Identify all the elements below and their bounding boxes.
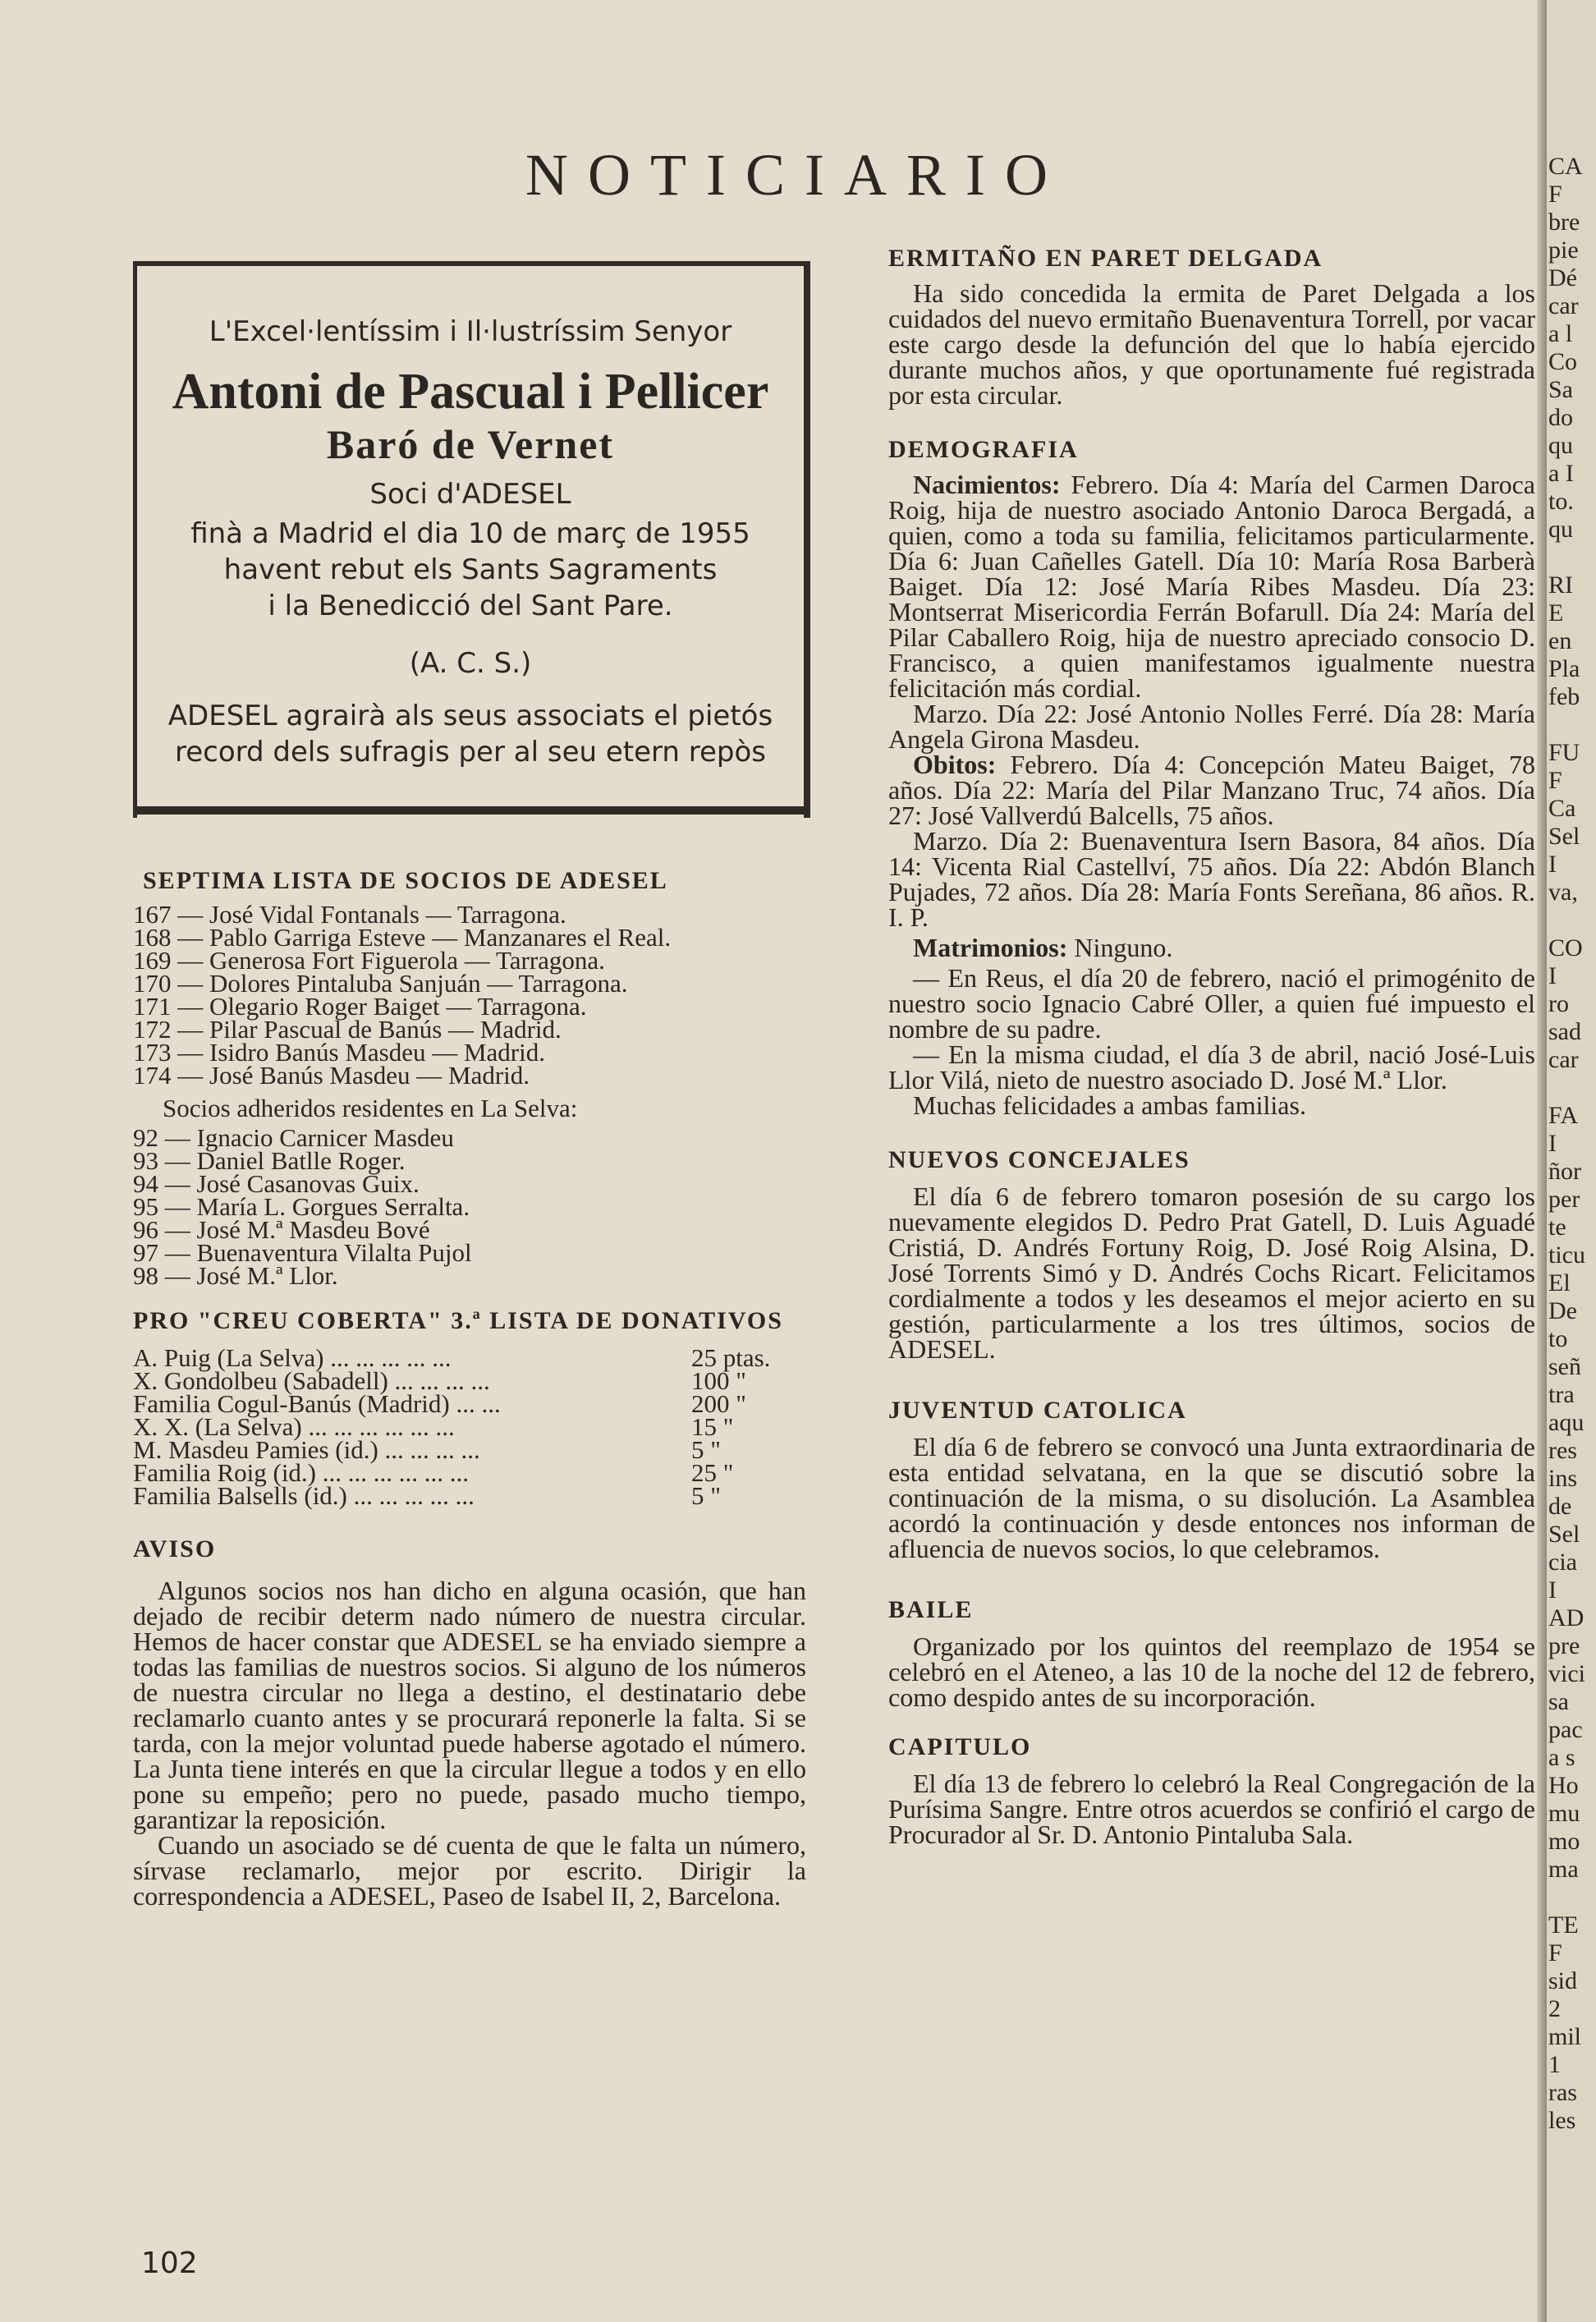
edge-text-fragment: sa (1548, 1688, 1569, 1715)
edge-text-fragment: I (1548, 962, 1557, 989)
edge-text-fragment (1548, 1884, 1585, 1911)
nacimientos-label: Nacimientos: (913, 470, 1061, 499)
donation-amount: 5 " (691, 1435, 721, 1464)
matrimonios-label: Matrimonios: (913, 933, 1068, 962)
edge-text-fragment (1548, 906, 1585, 934)
reus-paragraph-3: Muchas felicidades a ambas familias. (913, 1090, 1306, 1120)
donation-amount: 200 " (691, 1389, 746, 1418)
nacimientos-marzo: Marzo. Día 22: José Antonio Nolles Ferré. Día 28: María Angela Girona Masdeu. (888, 699, 1535, 754)
edge-text-fragment: sad (1548, 1018, 1581, 1045)
edge-text-fragment: car (1548, 1046, 1579, 1073)
donor-name: M. Masdeu Pamies (id.) ... ... ... ... (133, 1435, 480, 1464)
edge-text-fragment (1548, 1074, 1585, 1102)
edge-text-fragment: AD (1548, 1604, 1585, 1631)
donor-name: X. Gondolbeu (Sabadell) ... ... ... ... (133, 1366, 490, 1395)
edge-text-fragment: to (1548, 1325, 1568, 1352)
edge-text-fragment: do (1548, 404, 1573, 431)
edge-text-fragment: Ho (1548, 1772, 1579, 1799)
edge-text-fragment: en (1548, 627, 1572, 654)
edge-text-fragment: ma (1548, 1856, 1579, 1883)
edge-text-fragment: sid (1548, 1967, 1578, 1994)
edge-text-fragment: F (1548, 1939, 1562, 1966)
edge-text-fragment: ro (1548, 990, 1569, 1017)
edge-text-fragment: El (1548, 1269, 1571, 1296)
edge-text-fragment: F (1548, 181, 1562, 208)
donor-name: Familia Cogul-Banús (Madrid) ... ... (133, 1389, 501, 1418)
page-number: 102 (141, 2246, 198, 2280)
donation-amount: 15 " (691, 1412, 734, 1441)
concejales-heading: NUEVOS CONCEJALES (888, 1146, 1190, 1173)
residents-heading: Socios adheridos residentes en La Selva: (163, 1094, 578, 1122)
announcement-blessing: i la Benedicció del Sant Pare. (268, 590, 673, 622)
edge-text-fragment: tra (1548, 1381, 1575, 1408)
donation-amount: 25 ptas. (691, 1343, 771, 1372)
list-item: 97 — Buenaventura Vilalta Pujol (133, 1238, 472, 1267)
obitos-label: Obitos: (913, 750, 997, 779)
edge-text-fragment: 1 (1548, 2051, 1561, 2078)
juventud-text: El día 6 de febrero se convocó una Junta extraordinaria de esta entidad selvatana, en la que se discutió sobre la continuación de la misma, o su disolución. La Asamblea acordó la continuación y desde entonces nos informan de afluencia de nuevos socios, lo que celebramos. (888, 1432, 1535, 1563)
edge-text-fragment: aqu (1548, 1409, 1585, 1436)
edge-text-fragment: Ca (1548, 795, 1576, 822)
demografia-heading: DEMOGRAFIA (888, 436, 1079, 463)
donations-heading: PRO "CREU COBERTA" 3.ª LISTA DE DONATIVOS (133, 1307, 783, 1334)
edge-text-fragment: De (1548, 1297, 1577, 1324)
list-item: 170 — Dolores Pintaluba Sanjuán — Tarragona. (133, 969, 628, 998)
edge-text-fragment: Sel (1548, 1521, 1580, 1548)
edge-text-fragment: ras (1548, 2079, 1577, 2106)
juventud-heading: JUVENTUD CATOLICA (888, 1397, 1187, 1424)
list-item: 167 — José Vidal Fontanals — Tarragona. (133, 900, 566, 929)
edge-text-fragment: RI (1548, 571, 1573, 599)
edge-text-fragment: FA (1548, 1102, 1579, 1129)
edge-text-fragment: Pla (1548, 655, 1580, 682)
left-column (133, 869, 806, 1909)
edge-text-fragment: mil (1548, 2023, 1582, 2050)
aviso-heading: AVISO (133, 1535, 217, 1563)
donor-name: Familia Balsells (id.) ... ... ... ... ... (133, 1481, 475, 1510)
baile-heading: BAILE (888, 1596, 974, 1623)
edge-text-fragment: I (1548, 1576, 1557, 1604)
aviso-paragraph-1: Algunos socios nos han dicho en alguna ocasión, que han dejado de recibir determ nado número de nuestra circular. Hemos de hacer constar que ADESEL se ha enviado siempre a todas las familias de nuestros socios. Si alguno de los números de nuestra circular no llega a destino, el destinatario debe reclamarlo cuanto antes y se procurará reponerle la falta. Si se tarda, con la mejor voluntad puede haberse agotado el número. La Junta tiene interés en que la circular llegue a todos y en ello pone su empeño; pero no puede, pasado mucho tiempo, garantizar la reposición. (133, 1576, 806, 1834)
list-item: 93 — Daniel Batlle Roger. (133, 1146, 406, 1175)
matrimonios-text: Ninguno. (1074, 933, 1173, 962)
donation-amount: 25 " (691, 1458, 734, 1487)
announcement-title: Baró de Vernet (326, 421, 615, 467)
announcement-line1: L'Excel·lentíssim i Il·lustríssim Senyor (209, 315, 732, 348)
members-list-heading: SEPTIMA LISTA DE SOCIOS DE ADESEL (143, 867, 668, 894)
edge-text-fragment: pre (1548, 1632, 1580, 1659)
list-item: 171 — Olegario Roger Baiget — Tarragona. (133, 992, 587, 1021)
donation-row (133, 1481, 806, 1510)
edge-text-fragment: Co (1548, 348, 1578, 375)
edge-text-fragment: I (1548, 1130, 1557, 1157)
announcement-member: Soci d'ADESEL (369, 478, 571, 511)
edge-text-fragment: pac (1548, 1716, 1583, 1743)
donor-name: Familia Roig (id.) ... ... ... ... ... ... (133, 1458, 470, 1487)
edge-text-fragment: ins (1548, 1465, 1578, 1492)
reus-paragraph-1: — En Reus, el día 20 de febrero, nació el primogénito de nuestro socio Ignacio Cabré Oller, a quien fué impuesto el nombre de su padre. (888, 963, 1535, 1044)
edge-text-fragment: a l (1548, 320, 1573, 347)
edge-text-fragment: 2 (1548, 1995, 1561, 2022)
adjacent-page-edge (1547, 0, 1596, 2322)
adjacent-page-text (1548, 153, 1585, 2135)
edge-text-fragment (1548, 711, 1585, 739)
edge-text-fragment: les (1548, 2107, 1576, 2134)
obitos-marzo: Marzo. Día 2: Buenaventura Isern Basora, 84 años. Día 14: Vicenta Rial Castellví, 75 años. Día 22: Abdón Blanch Pujades, 72 años. Día 28: María Fonts Sereñana, 86 años. R. I. P. (888, 826, 1535, 932)
announcement-thanks1: ADESEL agrairà als seus associats el pietós (167, 700, 773, 732)
edge-text-fragment: Sel (1548, 823, 1580, 850)
edge-text-fragment: qu (1548, 432, 1573, 459)
edge-text-fragment: Dé (1548, 264, 1577, 291)
donor-name: A. Puig (La Selva) ... ... ... ... ... (133, 1343, 452, 1372)
list-item: 96 — José M.ª Masdeu Bové (133, 1215, 430, 1244)
announcement-acs: (A. C. S.) (409, 647, 532, 680)
edge-text-fragment: res (1548, 1437, 1577, 1464)
announcement-received: havent rebut els Sants Sagraments (223, 553, 718, 586)
obitos-text: Febrero. Día 4: Concepción Mateu Baiget, 78 años. Día 22: María del Pilar Manzano Truc, 74 años. Día 27: José Vallverdú Balcells, 75 años. (888, 750, 1536, 830)
edge-text-fragment: señ (1548, 1353, 1581, 1380)
donor-name: X. X. (La Selva) ... ... ... ... ... ... (133, 1412, 455, 1441)
announcement-name: Antoni de Pascual i Pellicer (172, 364, 769, 420)
edge-text-fragment: va, (1548, 879, 1578, 906)
announcement-died: finà a Madrid el dia 10 de març de 1955 (190, 517, 750, 550)
residents-list (133, 1123, 806, 1290)
list-item: 94 — José Casanovas Guix. (133, 1169, 420, 1198)
edge-text-fragment: pie (1548, 236, 1579, 264)
edge-text-fragment: ñor (1548, 1158, 1581, 1185)
edge-text-fragment: TE (1548, 1911, 1579, 1939)
baile-text: Organizado por los quintos del reemplazo de 1954 se celebró en el Ateneo, a las 10 de la noche del 12 de febrero, como despido antes de su incorporación. (888, 1631, 1535, 1712)
ermitano-heading: ERMITAÑO EN PARET DELGADA (888, 245, 1323, 272)
edge-text-fragment: bre (1548, 209, 1580, 236)
reus-paragraph-2: — En la misma ciudad, el día 3 de abril, nació José-Luis Llor Vilá, nieto de nuestro asociado D. José M.ª Llor. (888, 1039, 1535, 1094)
edge-text-fragment: FU (1548, 739, 1580, 766)
donation-amount: 5 " (691, 1481, 721, 1510)
list-item: 173 — Isidro Banús Masdeu — Madrid. (133, 1038, 545, 1067)
capitulo-heading: CAPITULO (888, 1733, 1032, 1760)
edge-text-fragment: to. (1548, 488, 1574, 515)
edge-text-fragment: per (1548, 1186, 1580, 1213)
donation-amount: 100 " (691, 1366, 746, 1395)
edge-text-fragment: qu (1548, 516, 1573, 543)
ermitano-text: Ha sido concedida la ermita de Paret Delgada a los cuidados del nuevo ermitaño Buenaventura Torrell, por vacar este cargo desde la defunción del que lo había ejercido durante muchos años, y que oportunamente fué registrada por esta circular. (888, 278, 1535, 410)
list-item: 168 — Pablo Garriga Esteve — Manzanares el Real. (133, 923, 672, 952)
announcement-thanks2: record dels sufragis per al seu etern repòs (175, 736, 766, 769)
list-item: 174 — José Banús Masdeu — Madrid. (133, 1061, 530, 1090)
edge-text-fragment: feb (1548, 683, 1580, 710)
right-column (888, 246, 1535, 1847)
edge-text-fragment: cia (1548, 1549, 1577, 1576)
aviso-paragraph-2: Cuando un asociado se dé cuenta de que le falta un número, sírvase reclamarlo, mejor por escrito. Dirigir la correspondencia a ADESEL, Paseo de Isabel II, 2, Barcelona. (133, 1830, 806, 1911)
list-item: 172 — Pilar Pascual de Banús — Madrid. (133, 1015, 562, 1044)
donations-list (133, 1343, 806, 1510)
members-list (133, 900, 806, 1090)
edge-text-fragment: E (1548, 599, 1564, 626)
edge-text-fragment: CO (1548, 934, 1583, 961)
edge-text-fragment: ticu (1548, 1241, 1585, 1269)
list-item: 98 — José M.ª Llor. (133, 1261, 338, 1290)
capitulo-text: El día 13 de febrero lo celebró la Real Congregación de la Purísima Sangre. Entre otros acuerdos se confirió el cargo de Procurador al Sr. D. Antonio Pintaluba Sala. (888, 1769, 1535, 1849)
obituary-box-rule (135, 806, 806, 815)
edge-text-fragment: de (1548, 1493, 1572, 1520)
list-item: 92 — Ignacio Carnicer Masdeu (133, 1123, 454, 1152)
edge-text-fragment: CA (1548, 153, 1583, 180)
edge-text-fragment: F (1548, 767, 1562, 794)
edge-text-fragment: car (1548, 292, 1579, 319)
edge-text-fragment (1548, 544, 1585, 571)
edge-text-fragment: a I (1548, 460, 1574, 487)
edge-text-fragment: vici (1548, 1660, 1585, 1687)
edge-text-fragment: te (1548, 1214, 1566, 1241)
list-item: 169 — Generosa Fort Figuerola — Tarragona. (133, 946, 605, 975)
list-item: 95 — María L. Gorgues Serralta. (133, 1192, 470, 1221)
edge-text-fragment: mo (1548, 1828, 1580, 1855)
edge-text-fragment: Sa (1548, 376, 1573, 403)
edge-text-fragment: I (1548, 851, 1557, 878)
concejales-text: El día 6 de febrero tomaron posesión de su cargo los nuevamente elegidos D. Pedro Prat Gatell, D. Luis Aguadé Cristiá, D. Andrés Fortuny Roig, D. José Roig Alsina, D. José Torrents Simó y D. Andrés Cochs Ricart. Felicitamos cordialmente a todos y les deseamos el mejor acierto en su gestión, particularmente a los tres últimos, socios de ADESEL. (888, 1182, 1535, 1364)
obituary-box (133, 261, 810, 818)
page-title: NOTICIARIO (525, 142, 1067, 208)
nacimientos-text: Febrero. Día 4: María del Carmen Daroca Roig, hija de nuestro asociado Antonio Daroca Bergadá, a quien, como a toda su familia, felicitamos particularmente. Día 6: Juan Cañelles Gatell. Día 10: María Rosa Barberà Baiget. Día 12: José María Ribes Masdeu. Día 23: Montserrat Misericordia Ferrán Bofarull. Día 24: María del Pilar Caballero Roig, hija de nuestro apreciado consocio D. Francisco, a quien manifestamos igualmente nuestra felicitación más cordial. (888, 470, 1536, 703)
edge-text-fragment: mu (1548, 1800, 1580, 1827)
edge-text-fragment: a s (1548, 1744, 1575, 1771)
